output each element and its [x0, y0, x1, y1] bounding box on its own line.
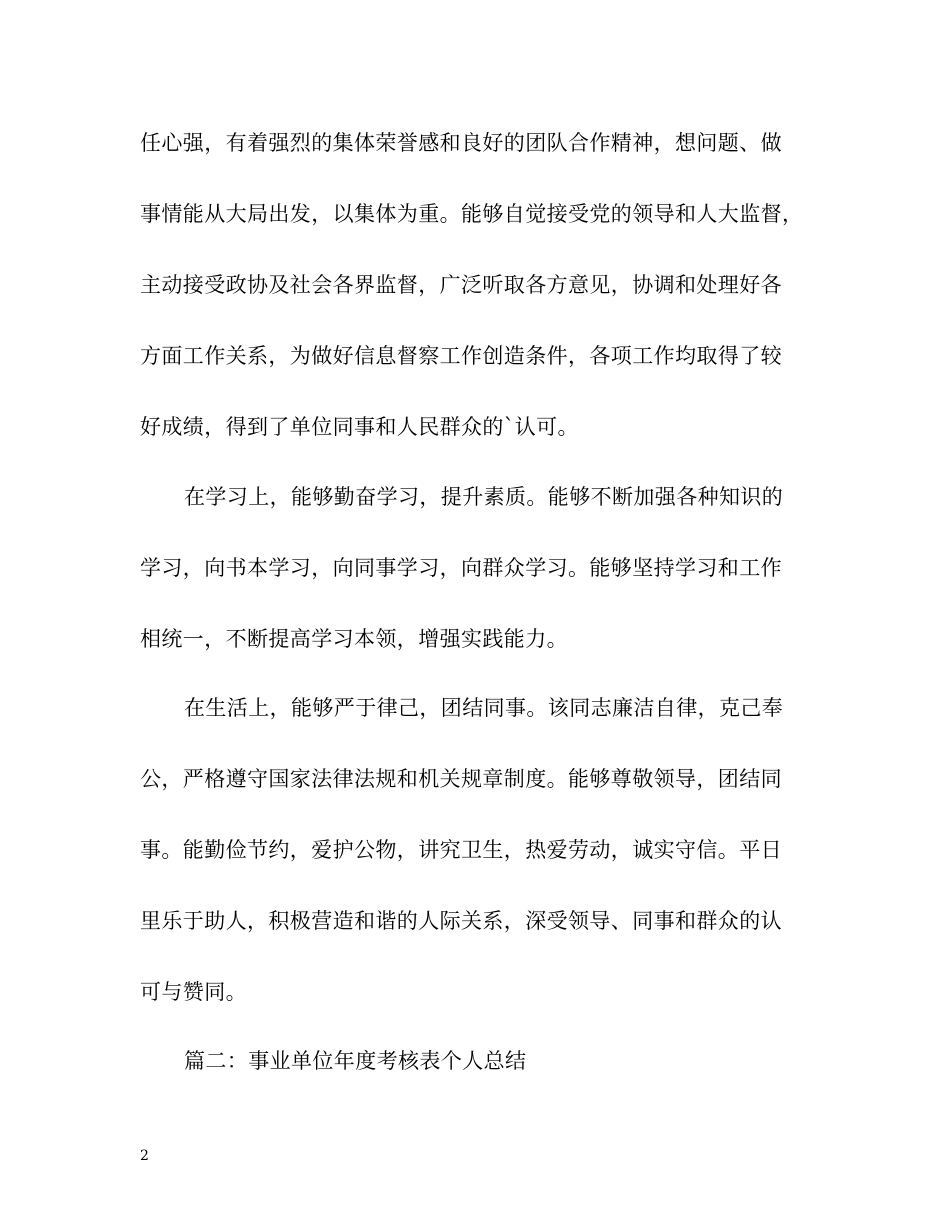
body-text-line: 好成绩，得到了单位同事和人民群众的`认可。 [140, 415, 579, 439]
body-text-line: 相统一，不断提高学习本领，增强实践能力。 [140, 627, 568, 651]
body-text-line: 方面工作关系，为做好信息督察工作创造条件，各项工作均取得了较 [140, 344, 782, 368]
body-text-line: 里乐于助人，积极营造和谐的人际关系，深受领导、同事和群众的认 [140, 909, 782, 933]
body-text-line: 可与赞同。 [140, 980, 247, 1004]
section-heading: 篇二：事业单位年度考核表个人总结 [184, 1049, 527, 1073]
body-text-line: 学习，向书本学习，向同事学习，向群众学习。能够坚持学习和工作 [140, 556, 782, 580]
body-text-line: 任心强，有着强烈的集体荣誉感和良好的团队合作精神，想问题、做 [140, 131, 782, 155]
paragraph-first-line: 在学习上，能够勤奋学习，提升素质。能够不断加强各种知识的 [184, 485, 784, 509]
body-text-line: 公，严格遵守国家法律法规和机关规章制度。能够尊敬领导，团结同 [140, 767, 782, 791]
body-text-line: 事情能从大局出发，以集体为重。能够自觉接受党的领导和人大监督， [140, 202, 804, 226]
page-number: 2 [140, 1148, 149, 1164]
body-text-line: 主动接受政协及社会各界监督，广泛听取各方意见，协调和处理好各 [140, 273, 782, 297]
paragraph-first-line: 在生活上，能够严于律己，团结同事。该同志廉洁自律，克己奉 [184, 696, 784, 720]
body-text-line: 事。能勤俭节约，爱护公物，讲究卫生，热爱劳动，诚实守信。平日 [140, 838, 782, 862]
